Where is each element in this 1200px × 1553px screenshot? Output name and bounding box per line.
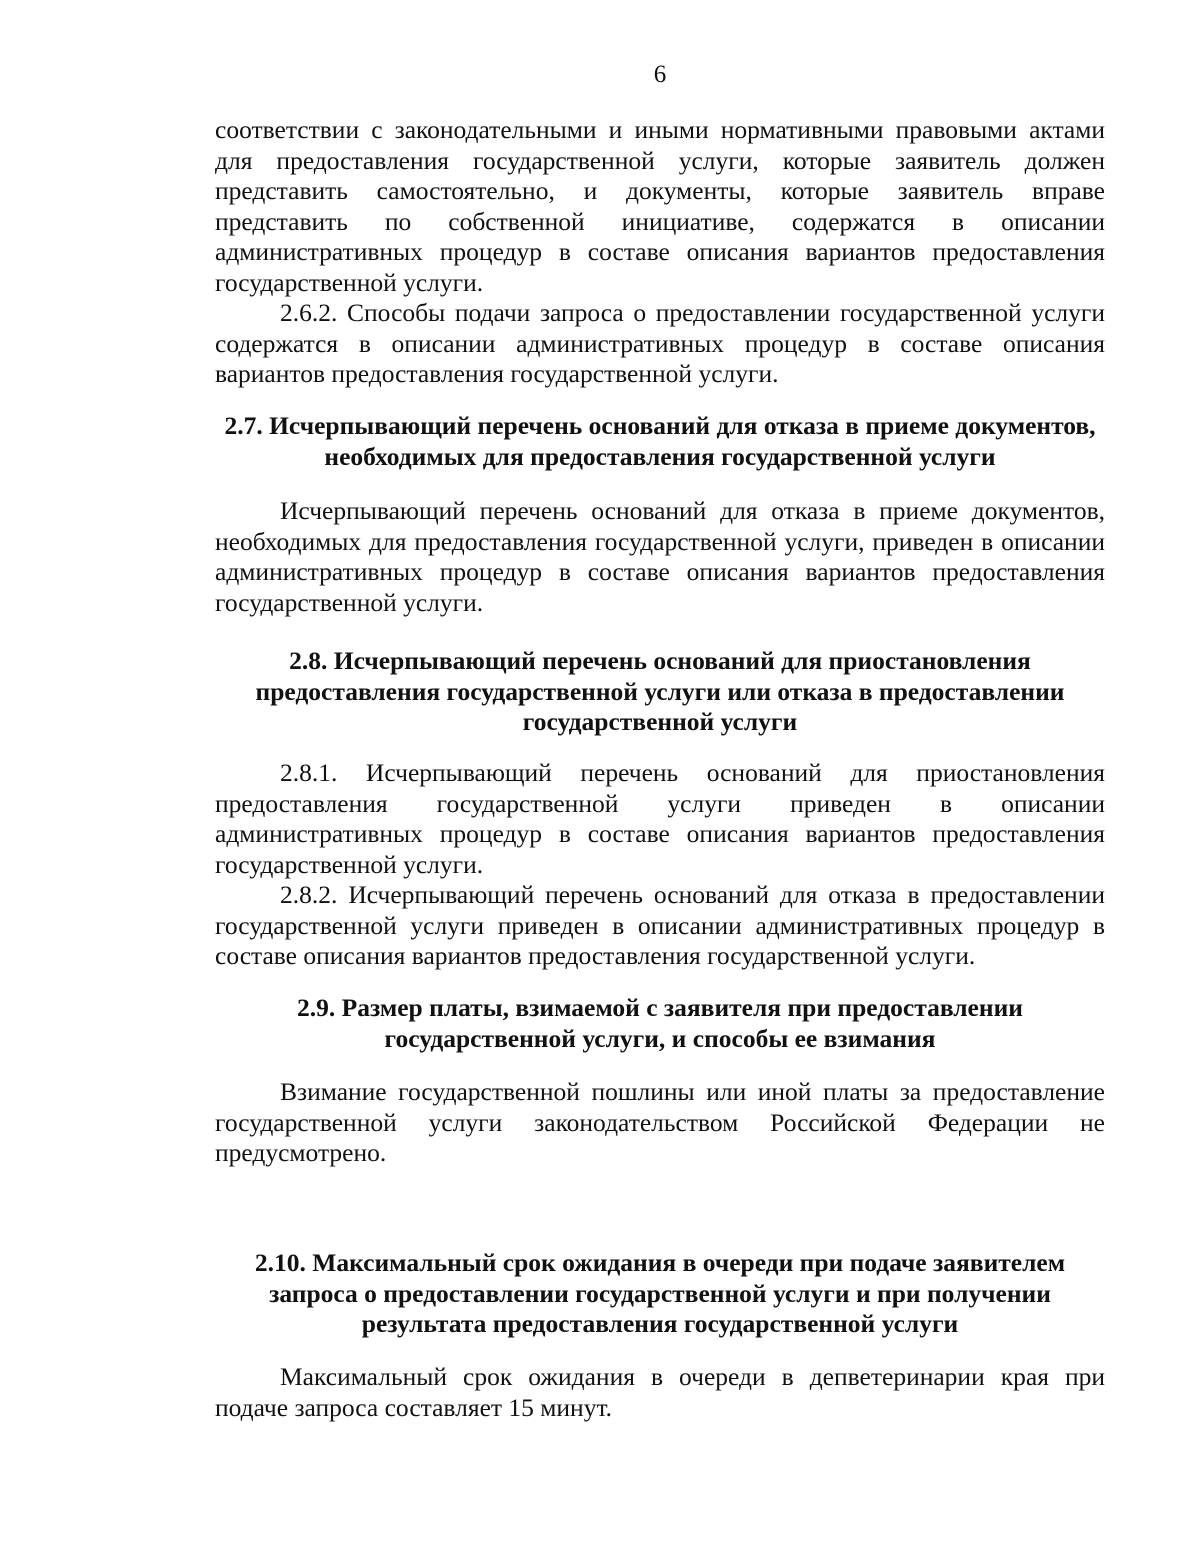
page-number: 6 [653,61,667,88]
heading-2-8-line3: государственной услуги [522,707,798,736]
paragraph-2-8-1: 2.8.1. Исчерпывающий перечень оснований для приостановления предоставления государственной услуги приведен в описании административных процедур в составе описания вариантов предоставления государственной услуги. [215,758,1105,879]
paragraph-2-9-body: Взимание государственной пошлины или иной платы за предоставление государственной услуги законодательством Российской Федерации не предусмотрено. [215,1077,1105,1167]
heading-2-7-line1: 2.7. Исчерпывающий перечень оснований для отказа в приеме документов, [224,411,1096,440]
paragraph-2-10-body: Максимальный срок ожидания в очереди в депветеринарии края при подаче запроса составляет 15 минут. [215,1362,1105,1422]
heading-2-10 [215,1248,1105,1340]
paragraph-2-8-2: 2.8.2. Исчерпывающий перечень оснований для отказа в предоставлении государственной услуги приведен в описании административных процедур в составе описания вариантов предоставления государственной услуги. [215,880,1105,970]
document-page [215,0,1105,1553]
paragraph-documents-continuation: соответствии с законодательными и иными нормативными правовыми актами для предоставления государственной услуги, которые заявитель должен представить самостоятельно, и документы, которые заявитель вправе представить по собственной инициативе, содержатся в описании административных процедур в составе описания вариантов предоставления государственной услуги. [215,115,1105,297]
heading-2-9-line1: 2.9. Размер платы, взимаемой с заявителя при предоставлении [297,993,1023,1022]
heading-2-10-line1: 2.10. Максимальный срок ожидания в очереди при подаче заявителем [254,1248,1066,1277]
heading-2-7 [215,411,1105,472]
heading-2-8-line2: предоставления государственной услуги или отказа в предоставлении [255,676,1065,706]
paragraph-2-7-body: Исчерпывающий перечень оснований для отказа в приеме документов, необходимых для предоставления государственной услуги, приведен в описании административных процедур в составе описания вариантов предоставления государственной услуги. [215,496,1105,617]
heading-2-7-line2: необходимых для предоставления государственной услуги [324,441,996,471]
heading-2-8 [215,646,1105,738]
paragraph-2-6-2: 2.6.2. Способы подачи запроса о предоставлении государственной услуги содержатся в описании административных процедур в составе описания вариантов предоставления государственной услуги. [215,298,1105,388]
heading-2-9 [215,993,1105,1054]
heading-2-10-line2: запроса о предоставлении государственной услуги и при получении [269,1278,1051,1308]
heading-2-8-line1: 2.8. Исчерпывающий перечень оснований для приостановления [289,646,1031,675]
heading-2-9-line2: государственной услуги, и способы ее взимания [384,1023,936,1053]
heading-2-10-line3: результата предоставления государственной услуги [361,1309,959,1338]
